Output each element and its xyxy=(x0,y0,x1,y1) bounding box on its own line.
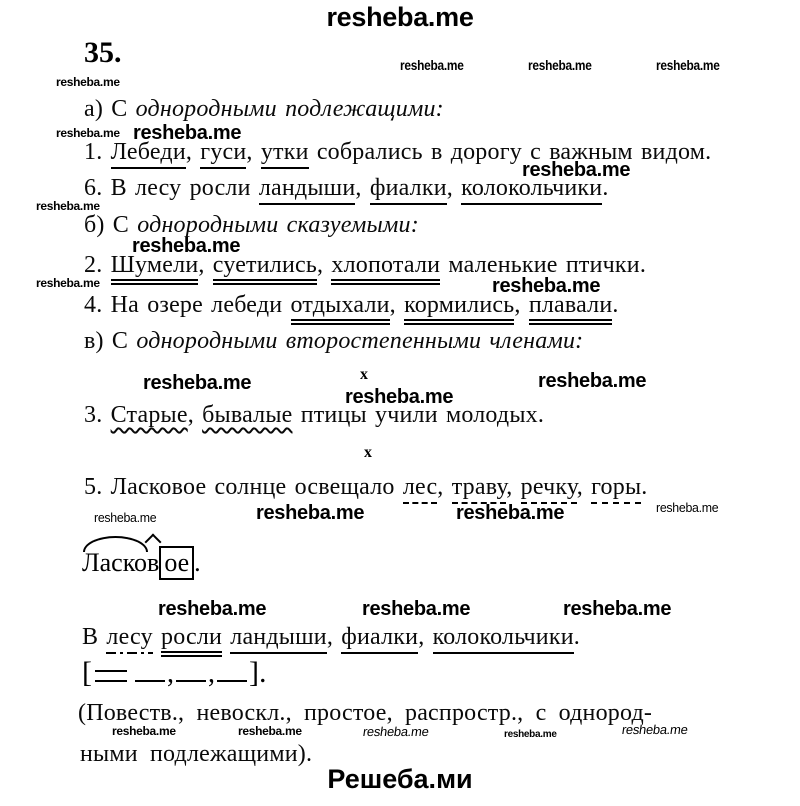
object-underlined: речку xyxy=(521,474,577,504)
watermark: resheba.me xyxy=(345,386,454,408)
predicate-underlined: росли xyxy=(161,624,222,653)
sentence-rest: птицы учили молодых. xyxy=(292,402,545,428)
comma: , xyxy=(326,624,342,650)
sentence-number: 1. xyxy=(84,139,111,165)
comma: , xyxy=(514,292,529,318)
subject-underlined: Лебеди xyxy=(111,139,186,169)
period: . xyxy=(602,175,609,201)
watermark: resheba.me xyxy=(538,370,647,392)
watermark: resheba.me xyxy=(36,199,100,213)
scheme-comma: , xyxy=(167,658,174,689)
attribute-underlined: бывалые xyxy=(202,402,293,428)
watermark: resheba.me xyxy=(238,724,302,738)
conclusion-line-1: (Повеств., невоскл., простое, распростр., с однород- xyxy=(78,700,653,726)
watermark: resheba.me xyxy=(94,510,157,525)
sentence-6 xyxy=(84,175,609,202)
period: . xyxy=(612,292,619,318)
object-underlined: лес xyxy=(403,474,437,504)
root-arc: Ласко xyxy=(82,548,148,577)
watermark: resheba.me xyxy=(504,729,557,740)
watermark: resheba.me xyxy=(563,598,672,620)
section-a-heading xyxy=(84,96,444,123)
comma: , xyxy=(506,474,521,500)
subject-underlined: ландыши xyxy=(230,624,327,654)
predicate-underlined: плавали xyxy=(529,292,613,321)
watermark: resheba.me xyxy=(362,598,471,620)
comma: , xyxy=(185,139,201,165)
section-v-label: однородными второстепенными членами: xyxy=(136,328,584,354)
period: . xyxy=(641,474,648,500)
subject-underlined: утки xyxy=(261,139,309,169)
predicate-underlined: Шумели xyxy=(111,252,199,281)
section-v-heading xyxy=(84,328,583,355)
sentence-rest: собрались в дорогу с важным видом. xyxy=(308,139,712,165)
comma: , xyxy=(418,624,433,650)
sentence-5 xyxy=(84,474,647,501)
comma: , xyxy=(355,175,370,201)
sentence-3 xyxy=(84,402,544,429)
section-a-label: однородными подлежащими: xyxy=(135,96,444,122)
predicate-underlined: хлопотали xyxy=(331,252,440,281)
watermark: resheba.me xyxy=(400,57,464,73)
scheme-subject-line xyxy=(176,680,206,683)
suffix-caret: в xyxy=(147,548,160,577)
sentence-rest: маленькие птички. xyxy=(440,252,647,278)
scheme-open-bracket: [ xyxy=(82,656,92,689)
sentence-lead: В лесу росли xyxy=(110,175,259,201)
subject-underlined: фиалки xyxy=(341,624,418,654)
ending-box: ое xyxy=(159,546,194,580)
section-v-prefix: в) С xyxy=(84,328,137,354)
parsed-sentence xyxy=(82,624,580,651)
scheme-subject-line xyxy=(135,680,165,683)
sentence-lead: Ласковое солнце освещало xyxy=(110,474,403,500)
subject-underlined: колокольчики xyxy=(461,175,602,205)
scheme-predicate-line xyxy=(95,670,127,682)
watermark: resheba.me xyxy=(522,159,631,181)
watermark: resheba.me xyxy=(492,275,601,297)
watermark: resheba.me xyxy=(36,276,100,290)
predicate-underlined: кормились xyxy=(404,292,514,321)
subject-underlined: колокольчики xyxy=(433,624,574,654)
watermark: resheba.me xyxy=(456,502,565,524)
adverbial-underlined: лесу xyxy=(106,624,153,650)
object-underlined: горы xyxy=(591,474,641,504)
scheme-comma: , xyxy=(208,658,215,689)
watermark: resheba.me xyxy=(656,500,719,515)
sentence-scheme xyxy=(82,656,267,690)
scheme-close-bracket: ]. xyxy=(249,656,267,689)
watermark: resheba.me xyxy=(56,126,120,140)
watermark: resheba.me xyxy=(56,75,120,89)
attribute-underlined: Старые xyxy=(110,402,188,428)
site-title: resheba.me xyxy=(326,2,474,32)
comma: , xyxy=(437,474,452,500)
watermark: resheba.me xyxy=(132,235,241,257)
predicate-underlined: суетились xyxy=(213,252,317,281)
watermark: resheba.me xyxy=(528,57,592,73)
sentence-lead: В xyxy=(82,624,107,650)
period: . xyxy=(194,548,201,577)
predicate-underlined: отдыхали xyxy=(291,292,390,321)
comma: , xyxy=(198,252,213,278)
comma: , xyxy=(187,402,203,428)
watermark: resheba.me xyxy=(361,724,430,739)
watermark: resheba.me xyxy=(620,722,689,737)
conclusion-line-2: ными подлежащими). xyxy=(80,741,313,767)
head-word-x-mark: х xyxy=(360,366,368,383)
watermark: resheba.me xyxy=(133,122,242,144)
section-a-prefix: а) С xyxy=(84,96,136,122)
sentence-number: 5. xyxy=(84,474,111,500)
comma: , xyxy=(246,139,261,165)
watermark: resheba.me xyxy=(158,598,267,620)
sentence-lead: На озере лебеди xyxy=(110,292,291,318)
period: . xyxy=(573,624,580,650)
comma: , xyxy=(446,175,462,201)
comma: , xyxy=(317,252,332,278)
sentence-4 xyxy=(84,292,619,319)
comma: , xyxy=(389,292,405,318)
section-b-label: однородными сказуемыми: xyxy=(137,212,419,238)
subject-underlined: ландыши xyxy=(259,175,356,205)
object-underlined: траву xyxy=(452,474,507,504)
subject-underlined: фиалки xyxy=(370,175,447,205)
comma: , xyxy=(576,474,592,500)
sentence-number: 2. xyxy=(84,252,111,278)
sentence-number: 3. xyxy=(84,402,111,428)
sentence-number: 4. xyxy=(84,292,111,318)
exercise-number: 35. xyxy=(84,36,122,69)
watermark: resheba.me xyxy=(112,724,176,738)
section-b-prefix: б) С xyxy=(84,212,138,238)
watermark: resheba.me xyxy=(656,57,720,73)
watermark: resheba.me xyxy=(256,502,365,524)
scheme-subject-line xyxy=(217,680,247,683)
space xyxy=(153,624,161,650)
subject-underlined: гуси xyxy=(200,139,246,169)
sentence-number: 6. xyxy=(84,175,111,201)
watermark: resheba.me xyxy=(143,372,252,394)
word-analysis-laskovoe xyxy=(82,548,201,578)
head-word-x-mark: х xyxy=(364,444,372,461)
footer-brand: Решеба.ми xyxy=(327,764,473,794)
